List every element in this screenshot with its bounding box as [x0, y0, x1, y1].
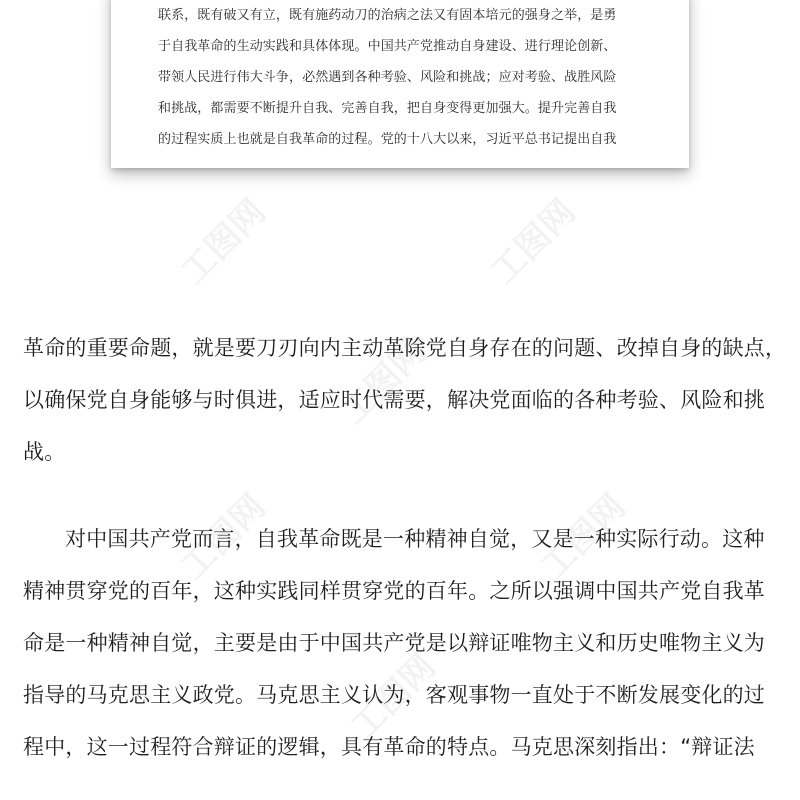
card-text-line: 的过程实质上也就是自我革命的过程。党的十八大以来，习近平总书记提出自我: [158, 132, 617, 147]
watermark: 工图网: [483, 191, 584, 293]
body-text-line: 指导的马克思主义政党。马克思主义认为，客观事物一直处于不断发展变化的过: [23, 683, 765, 707]
body-text-line: 对中国共产党而言，自我革命既是一种精神自觉，又是一种实际行动。这种: [65, 527, 765, 551]
watermark: 工图网: [173, 191, 274, 293]
body-text-line: 战。: [23, 440, 66, 464]
watermark: 工图网: [173, 486, 274, 588]
card-text-line: 于自我革命的生动实践和具体体现。中国共产党推动自身建设、进行理论创新、: [158, 39, 617, 54]
body-text-line: 命是一种精神自觉，主要是由于中国共产党是以辩证唯物主义和历史唯物主义为: [23, 631, 765, 655]
card-text-line: 和挑战，都需要不断提升自我、完善自我，把自身变得更加强大。提升完善自我: [158, 101, 617, 116]
body-text-line: 革命的重要命题，就是要刀刃向内主动革除党自身存在的问题、改掉自身的缺点，: [23, 336, 787, 360]
card-text-line: 带领人民进行伟大斗争，必然遇到各种考验、风险和挑战；应对考验、战胜风险: [158, 70, 617, 85]
watermark: 工图网: [333, 331, 434, 433]
body-text-line: 程中，这一过程符合辩证的逻辑，具有革命的特点。马克思深刻指出：“辩证法: [23, 735, 755, 759]
body-text-line: 以确保党自身能够与时俱进，适应时代需要，解决党面临的各种考验、风险和挑: [23, 388, 765, 412]
card-text-line: 联系，既有破又有立，既有施药动刀的治病之法又有固本培元的强身之举，是勇: [158, 8, 617, 23]
document-page-card: [111, 0, 689, 168]
paragraph-2: [23, 513, 783, 773]
paragraph-1: [23, 322, 787, 478]
card-text: [158, 0, 658, 155]
watermark: 工图网: [343, 646, 444, 748]
body-text-line: 精神贯穿党的百年，这种实践同样贯穿党的百年。之所以强调中国共产党自我革: [23, 579, 765, 603]
watermark: 工图网: [533, 486, 634, 588]
